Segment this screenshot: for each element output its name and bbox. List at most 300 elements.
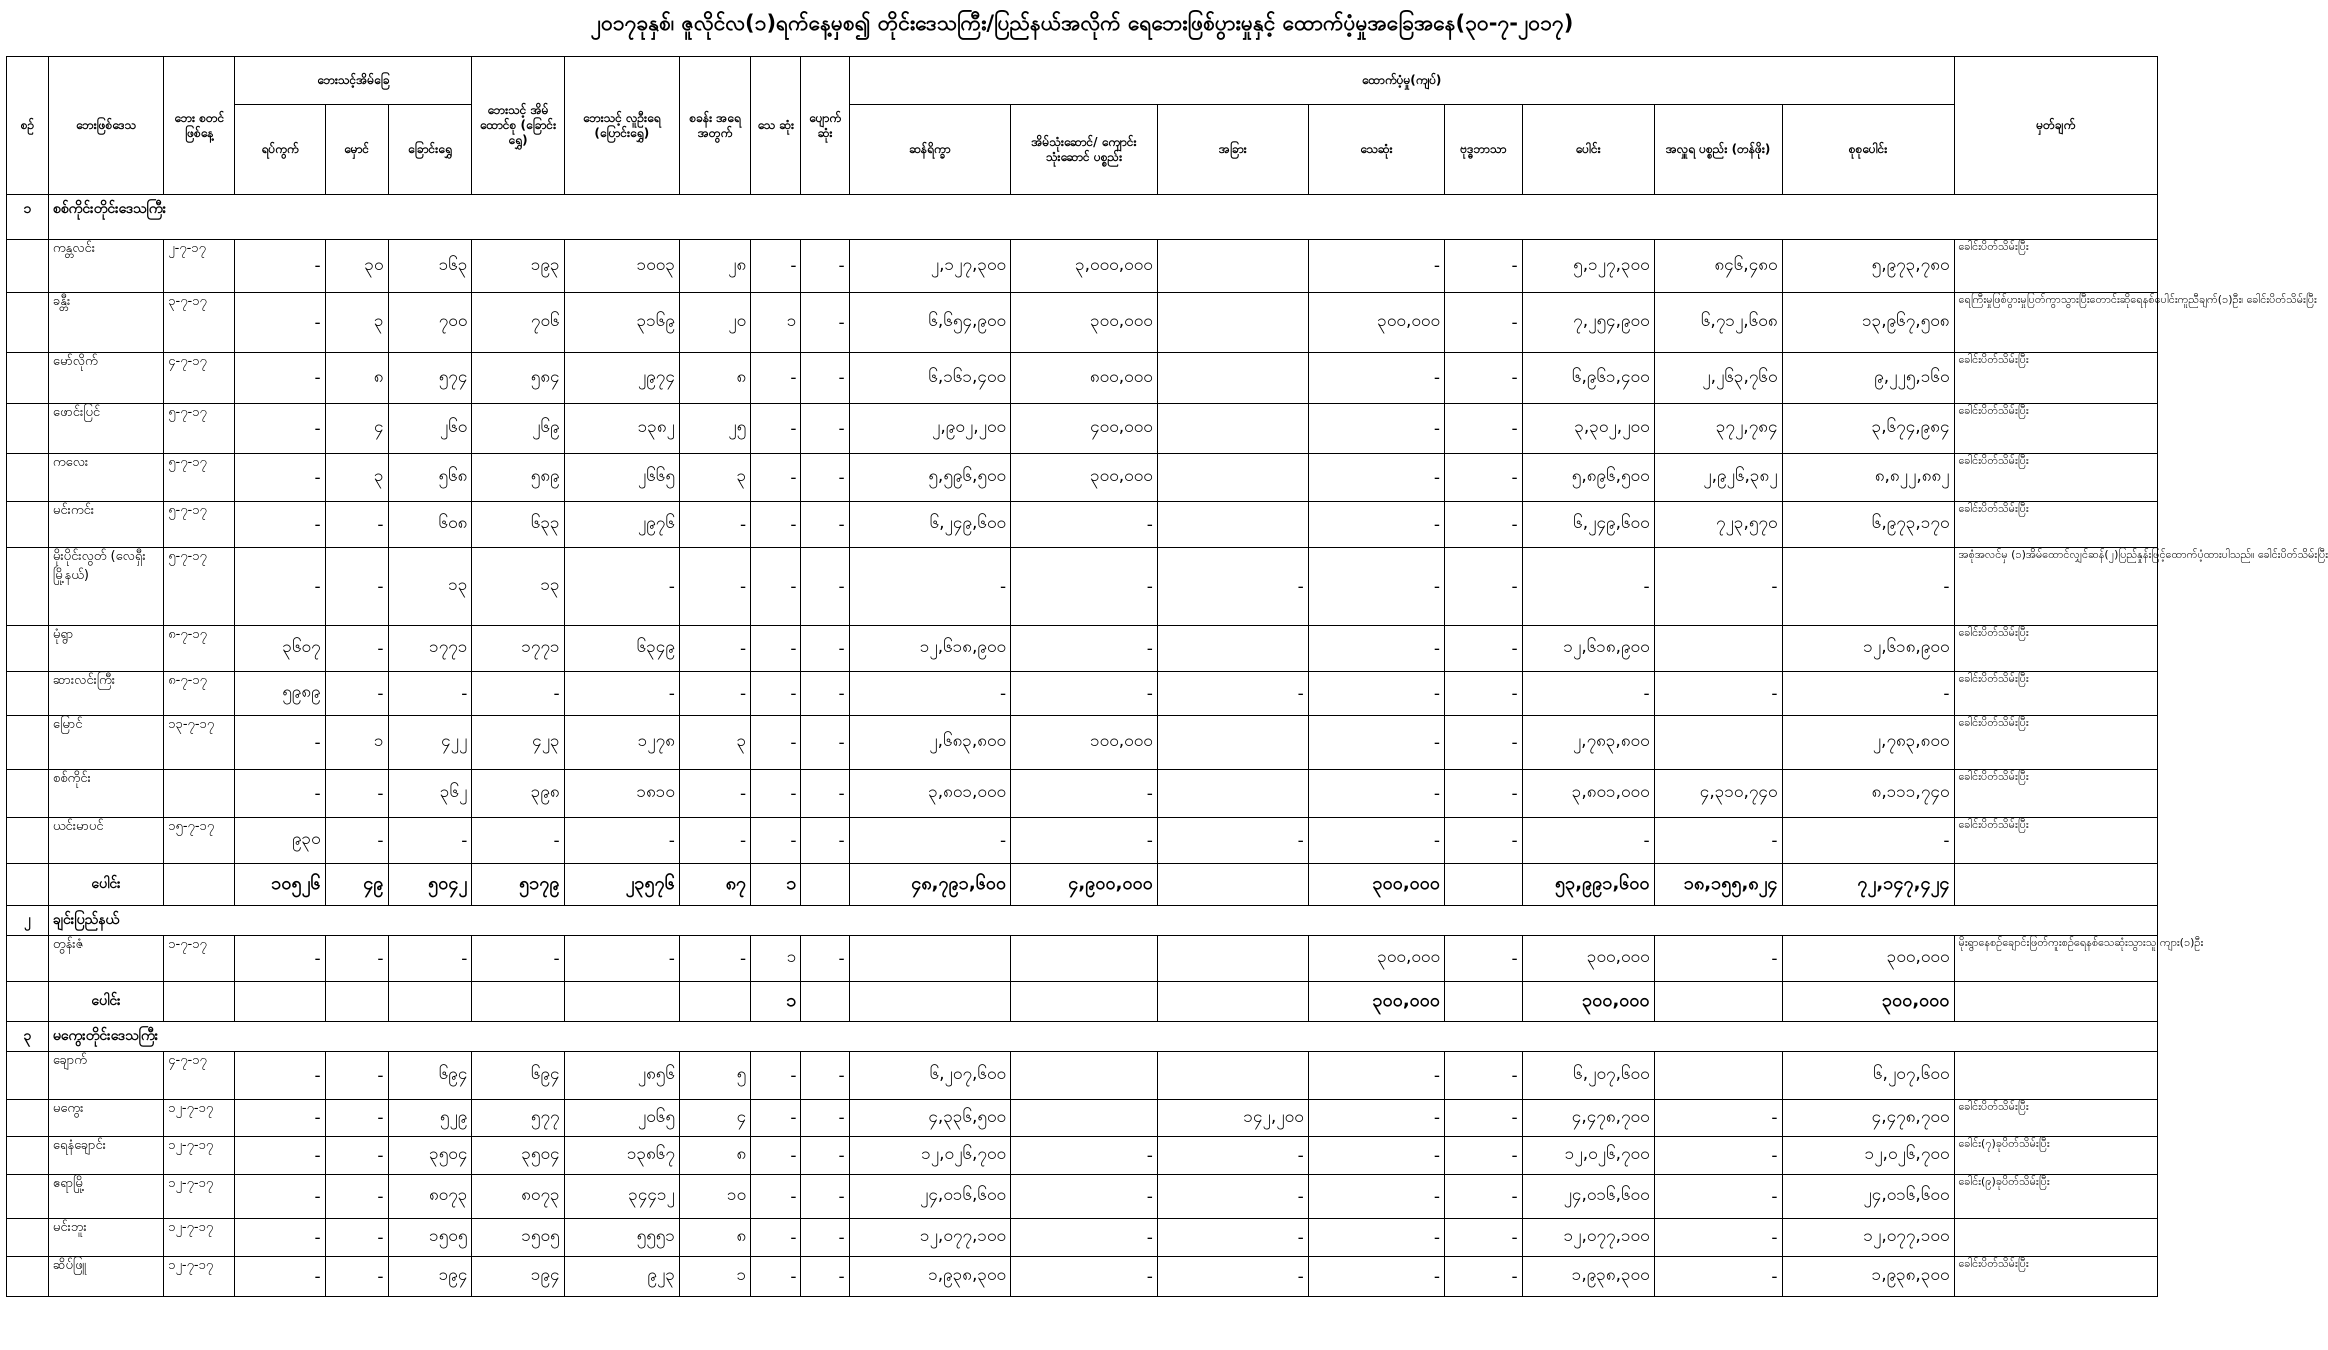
row-sr: [7, 1219, 49, 1257]
cell-others: [1157, 240, 1308, 293]
row-date: ၁၅-၇-၁၇: [164, 818, 235, 864]
cell-camps: ၂၅: [679, 404, 750, 454]
cell-total: ၄,၄၇၈,၇၀၀: [1522, 1100, 1654, 1137]
total-sr: [7, 864, 49, 906]
col-shelter-group: ဘေးသင့်အိမ်ခြေ: [235, 57, 472, 105]
cell-missing: -: [801, 454, 849, 502]
row-sr: [7, 936, 49, 982]
total-rice: [849, 982, 1010, 1022]
row-remark: ခေါင်းပိတ်သိမ်းပြီး: [1954, 1257, 2157, 1297]
row-date: ၈-၇-၁၇: [164, 626, 235, 672]
cell-kind: -: [1654, 672, 1782, 716]
cell-items: ၁၀၀,၀၀၀: [1011, 716, 1158, 770]
cell-grand: ၁၂,၀၇၇,၁၀၀: [1782, 1219, 1954, 1257]
cell-vil: ၅၉၈၉: [235, 672, 325, 716]
cell-comp: -: [1308, 353, 1444, 404]
cell-apeople: -: [564, 548, 679, 626]
cell-kind: -: [1654, 818, 1782, 864]
cell-others: -: [1157, 548, 1308, 626]
table-row: [7, 936, 2158, 982]
cell-camps: -: [679, 672, 750, 716]
cell-missing: -: [801, 1137, 849, 1175]
cell-other_aid: -: [1445, 770, 1523, 818]
cell-grand: ၂၄,၀၁၆,၆၀၀: [1782, 1175, 1954, 1219]
cell-vil: -: [235, 1219, 325, 1257]
row-region: ခန္တီး: [48, 293, 163, 353]
cell-items: [1011, 936, 1158, 982]
cell-vil: -: [235, 1100, 325, 1137]
col-support-group: ထောက်ပံ့မှု(ကျပ်): [849, 57, 1954, 105]
col-affected-households: ဘေးသင့် အိမ် ထောင်စု (ခြောင်းရွှေ): [472, 57, 564, 195]
cell-grand: ၃၀၀,၀၀၀: [1782, 936, 1954, 982]
col-affected-people: ဘေးသင့် လူဦးရေ (ပြောင်းရွှေ): [564, 57, 679, 195]
cell-hh: ၃: [325, 293, 388, 353]
cell-items: -: [1011, 1257, 1158, 1297]
total-items: ၄,၉၀၀,၀၀၀: [1011, 864, 1158, 906]
row-remark: ခေါင်းပိတ်သိမ်းပြီး: [1954, 502, 2157, 548]
cell-camps: ၃: [679, 716, 750, 770]
total-hh: ၄၉: [325, 864, 388, 906]
cell-comp: -: [1308, 404, 1444, 454]
cell-comp: -: [1308, 1052, 1444, 1100]
table-row: [7, 716, 2158, 770]
cell-ahh: ၁၇၇၁: [472, 626, 564, 672]
cell-rice: -: [849, 672, 1010, 716]
cell-sh: -: [388, 818, 472, 864]
cell-kind: -: [1654, 1257, 1782, 1297]
cell-kind: [1654, 716, 1782, 770]
col-in-kind: အလှူရ ပစ္စည်း (တန်ဖိုး): [1654, 105, 1782, 195]
cell-rice: ၁,၉၃၈,၃၀၀: [849, 1257, 1010, 1297]
cell-sh: ၁၆၃: [388, 240, 472, 293]
row-date: ၃-၇-၁၇: [164, 293, 235, 353]
cell-items: -: [1011, 770, 1158, 818]
col-household-items: အိမ်သုံးဆောင်/ ကျောင်းသုံးဆောင် ပစ္စည်း: [1011, 105, 1158, 195]
table-row: [7, 1257, 2158, 1297]
cell-dead: -: [751, 1137, 801, 1175]
cell-dead: -: [751, 502, 801, 548]
cell-vil: -: [235, 1257, 325, 1297]
cell-comp: -: [1308, 818, 1444, 864]
cell-apeople: ၂၀၆၅: [564, 1100, 679, 1137]
cell-apeople: ၁၂၇၈: [564, 716, 679, 770]
cell-ahh: -: [472, 936, 564, 982]
cell-sh: ၇၀၀: [388, 293, 472, 353]
cell-vil: -: [235, 770, 325, 818]
cell-rice: ၂,၉၀၂,၂၀၀: [849, 404, 1010, 454]
cell-rice: [849, 936, 1010, 982]
cell-hh: -: [325, 502, 388, 548]
cell-hh: ၄: [325, 404, 388, 454]
section-number: ၂: [7, 906, 49, 936]
col-other-aid: ဗုဒ္ဓဘာသာ: [1445, 105, 1523, 195]
cell-other_aid: -: [1445, 818, 1523, 864]
total-grand: ၃၀၀,၀၀၀: [1782, 982, 1954, 1022]
row-sr: [7, 672, 49, 716]
table-row: [7, 404, 2158, 454]
cell-missing: -: [801, 404, 849, 454]
total-apeople: [564, 982, 679, 1022]
cell-sh: ၂၆၀: [388, 404, 472, 454]
cell-grand: ၈,၈၂၂,၈၈၂: [1782, 454, 1954, 502]
cell-items: [1011, 1052, 1158, 1100]
cell-dead: -: [751, 1052, 801, 1100]
cell-vil: -: [235, 1052, 325, 1100]
row-remark: [1954, 1052, 2157, 1100]
row-region: မုံရွာ: [48, 626, 163, 672]
cell-comp: ၃၀၀,၀၀၀: [1308, 936, 1444, 982]
cell-apeople: ၉၂၃: [564, 1257, 679, 1297]
section-name: ချင်းပြည်နယ်: [48, 906, 2157, 936]
row-region: ကလေး: [48, 454, 163, 502]
cell-comp: -: [1308, 454, 1444, 502]
row-remark: [1954, 1219, 2157, 1257]
row-region: ကန္တလင်း: [48, 240, 163, 293]
cell-kind: ၂,၂၆၃,၇၆၀: [1654, 353, 1782, 404]
cell-grand: ၉,၂၂၅,၁၆၀: [1782, 353, 1954, 404]
row-remark: ခေါင်း(၇)ခုပိတ်သိမ်းပြီး: [1954, 1137, 2157, 1175]
cell-dead: -: [751, 626, 801, 672]
cell-grand: ၁၂,၆၁၈,၉၀၀: [1782, 626, 1954, 672]
cell-comp: -: [1308, 1257, 1444, 1297]
table-row: [7, 1137, 2158, 1175]
cell-missing: -: [801, 502, 849, 548]
cell-kind: ၆,၇၁၂,၆၀၈: [1654, 293, 1782, 353]
cell-hh: ၈: [325, 353, 388, 404]
cell-missing: -: [801, 240, 849, 293]
row-date: ၅-၇-၁၇: [164, 454, 235, 502]
total-sh: [388, 982, 472, 1022]
col-households: မှောင်: [325, 105, 388, 195]
total-total: ၅၃,၉၉၁,၆၀၀: [1522, 864, 1654, 906]
col-compensation: သေဆုံး: [1308, 105, 1444, 195]
cell-rice: ၁၂,၀၇၇,၁၀၀: [849, 1219, 1010, 1257]
row-date: ၁၂-၇-၁၇: [164, 1137, 235, 1175]
cell-hh: -: [325, 1052, 388, 1100]
cell-camps: -: [679, 770, 750, 818]
cell-dead: -: [751, 672, 801, 716]
cell-apeople: ၂၈၅၆: [564, 1052, 679, 1100]
row-sr: [7, 548, 49, 626]
cell-total: ၇,၂၅၄,၉၀၀: [1522, 293, 1654, 353]
row-region: ဆိပ်ဖြူ: [48, 1257, 163, 1297]
cell-total: ၁၂,၀၂၆,၇၀၀: [1522, 1137, 1654, 1175]
col-date: ဘေး စတင် ဖြစ်နေ့: [164, 57, 235, 195]
cell-apeople: ၁၈၁၀: [564, 770, 679, 818]
cell-others: -: [1157, 818, 1308, 864]
cell-others: [1157, 770, 1308, 818]
total-kind: [1654, 982, 1782, 1022]
cell-other_aid: -: [1445, 240, 1523, 293]
row-remark: ခေါင်းပိတ်သိမ်းပြီး: [1954, 626, 2157, 672]
cell-kind: -: [1654, 1100, 1782, 1137]
row-date: ၈-၇-၁၇: [164, 672, 235, 716]
cell-total: ၅,၁၂၇,၃၀၀: [1522, 240, 1654, 293]
cell-ahh: ၁၅၀၅: [472, 1219, 564, 1257]
cell-others: [1157, 1052, 1308, 1100]
cell-items: ၈၀၀,၀၀၀: [1011, 353, 1158, 404]
cell-total: ၆,၂၀၇,၆၀၀: [1522, 1052, 1654, 1100]
cell-other_aid: -: [1445, 404, 1523, 454]
table-row: [7, 672, 2158, 716]
row-remark: ခေါင်းပိတ်သိမ်းပြီး: [1954, 672, 2157, 716]
cell-ahh: ၁၉၃: [472, 240, 564, 293]
cell-vil: -: [235, 293, 325, 353]
col-missing: ပျောက် ဆုံး: [801, 57, 849, 195]
row-region: မိုးပိုင်းလွတ် (လေရှီးမြို့နယ်): [48, 548, 163, 626]
row-sr: [7, 1052, 49, 1100]
cell-comp: -: [1308, 770, 1444, 818]
table-row: [7, 502, 2158, 548]
row-sr: [7, 502, 49, 548]
cell-ahh: -: [472, 818, 564, 864]
cell-other_aid: -: [1445, 1175, 1523, 1219]
cell-camps: -: [679, 936, 750, 982]
cell-camps: ၁၀: [679, 1175, 750, 1219]
cell-items: [1011, 1100, 1158, 1137]
total-comp: ၃၀၀,၀၀၀: [1308, 982, 1444, 1022]
cell-other_aid: -: [1445, 626, 1523, 672]
cell-grand: ၆,၉၇၃,၁၇၀: [1782, 502, 1954, 548]
row-region: ယင်းမာပင်: [48, 818, 163, 864]
cell-others: [1157, 626, 1308, 672]
cell-hh: -: [325, 1100, 388, 1137]
cell-rice: ၃,၈၀၁,၀၀၀: [849, 770, 1010, 818]
cell-kind: ၂,၉၂၆,၃၈၂: [1654, 454, 1782, 502]
cell-dead: ၁: [751, 293, 801, 353]
total-row: [7, 864, 2158, 906]
cell-camps: ၈: [679, 353, 750, 404]
cell-hh: ၃: [325, 454, 388, 502]
row-date: ၂-၇-၁၇: [164, 240, 235, 293]
total-total: ၃၀၀,၀၀၀: [1522, 982, 1654, 1022]
cell-hh: -: [325, 548, 388, 626]
cell-rice: ၂၄,၀၁၆,၆၀၀: [849, 1175, 1010, 1219]
cell-others: -: [1157, 1137, 1308, 1175]
cell-ahh: ၅၈၄: [472, 353, 564, 404]
col-rice: ဆန်ရိက္ခာ: [849, 105, 1010, 195]
cell-others: [1157, 353, 1308, 404]
cell-items: ၃၀၀,၀၀၀: [1011, 293, 1158, 353]
cell-items: -: [1011, 1219, 1158, 1257]
total-dead: ၁: [751, 982, 801, 1022]
row-region: မြောင်: [48, 716, 163, 770]
cell-total: ၁၂,၆၁၈,၉၀၀: [1522, 626, 1654, 672]
cell-hh: -: [325, 626, 388, 672]
cell-sh: ၁၉၄: [388, 1257, 472, 1297]
cell-other_aid: -: [1445, 672, 1523, 716]
cell-vil: -: [235, 716, 325, 770]
cell-sh: ၅၇၄: [388, 353, 472, 404]
table-row: [7, 1100, 2158, 1137]
cell-vil: -: [235, 548, 325, 626]
row-date: ၁၂-၇-၁၇: [164, 1219, 235, 1257]
cell-items: -: [1011, 626, 1158, 672]
row-region: မော်လိုက်: [48, 353, 163, 404]
row-sr: [7, 626, 49, 672]
cell-grand: -: [1782, 548, 1954, 626]
row-region: ရေနံချောင်း: [48, 1137, 163, 1175]
row-date: ၄-၇-၁၇: [164, 1052, 235, 1100]
cell-vil: -: [235, 404, 325, 454]
cell-missing: -: [801, 1100, 849, 1137]
row-sr: [7, 454, 49, 502]
cell-rice: ၆,၂၀၇,၆၀၀: [849, 1052, 1010, 1100]
total-others: [1157, 982, 1308, 1022]
cell-other_aid: -: [1445, 293, 1523, 353]
cell-vil: ၃၆၀၇: [235, 626, 325, 672]
table-row: [7, 353, 2158, 404]
cell-kind: ၈၄၆,၄၈၀: [1654, 240, 1782, 293]
row-region: မင်းဘူး: [48, 1219, 163, 1257]
cell-missing: -: [801, 936, 849, 982]
cell-kind: [1654, 1052, 1782, 1100]
cell-grand: -: [1782, 818, 1954, 864]
cell-missing: -: [801, 626, 849, 672]
cell-items: -: [1011, 1137, 1158, 1175]
cell-vil: -: [235, 502, 325, 548]
total-camps: [679, 982, 750, 1022]
row-remark: ခေါင်းပိတ်သိမ်းပြီး: [1954, 818, 2157, 864]
cell-rice: ၂,၁၂၇,၃၀၀: [849, 240, 1010, 293]
total-date: [164, 864, 235, 906]
cell-other_aid: -: [1445, 1052, 1523, 1100]
cell-dead: -: [751, 454, 801, 502]
table-row: [7, 1175, 2158, 1219]
cell-apeople: ၁၀၀၃: [564, 240, 679, 293]
cell-dead: -: [751, 404, 801, 454]
cell-comp: -: [1308, 1219, 1444, 1257]
total-label: ပေါင်း: [48, 982, 163, 1022]
cell-hh: ၃၀: [325, 240, 388, 293]
cell-rice: ၂,၆၈၃,၈၀၀: [849, 716, 1010, 770]
cell-others: -: [1157, 1219, 1308, 1257]
cell-sh: ၃၅၀၄: [388, 1137, 472, 1175]
cell-missing: -: [801, 770, 849, 818]
cell-vil: -: [235, 240, 325, 293]
total-items: [1011, 982, 1158, 1022]
cell-comp: -: [1308, 1137, 1444, 1175]
cell-sh: ၁၃: [388, 548, 472, 626]
cell-kind: -: [1654, 548, 1782, 626]
cell-sh: ၅၆၈: [388, 454, 472, 502]
total-missing: [801, 864, 849, 906]
cell-dead: -: [751, 548, 801, 626]
cell-total: ၁၂,၀၇၇,၁၀၀: [1522, 1219, 1654, 1257]
cell-vil: -: [235, 353, 325, 404]
row-remark: အစုံအလင်မှ (၁)အိမ်ထောင်လျှင်ဆန်(၂)ပြည်နှုန်းဖြင့်ထောက်ပံ့ထားပါသည်။ ခေါင်းပိတ်သိမ်းပြီး: [1954, 548, 2157, 626]
cell-rice: ၁၂,၆၁၈,၉၀၀: [849, 626, 1010, 672]
cell-grand: ၁,၉၃၈,၃၀၀: [1782, 1257, 1954, 1297]
cell-dead: ၁: [751, 936, 801, 982]
cell-missing: -: [801, 548, 849, 626]
cell-ahh: ၆၉၄: [472, 1052, 564, 1100]
row-date: ၁၂-၇-၁၇: [164, 1175, 235, 1219]
cell-missing: -: [801, 1257, 849, 1297]
cell-ahh: ၃၉၈: [472, 770, 564, 818]
cell-camps: -: [679, 626, 750, 672]
cell-ahh: ၁၃: [472, 548, 564, 626]
row-remark: ခေါင်းပိတ်သိမ်းပြီး: [1954, 240, 2157, 293]
col-remarks: မှတ်ချက်: [1954, 57, 2157, 195]
cell-camps: ၂၀: [679, 293, 750, 353]
row-remark: ခေါင်း(၉)ခုပိတ်သိမ်းပြီး: [1954, 1175, 2157, 1219]
cell-items: -: [1011, 818, 1158, 864]
col-grand-total: စုစုပေါင်း: [1782, 105, 1954, 195]
cell-sh: ၈၀၇၃: [388, 1175, 472, 1219]
cell-others: ၁၄၂,၂၀၀: [1157, 1100, 1308, 1137]
row-remark: မိုးရွာနေစဉ်ချောင်းဖြတ်ကူးစဉ်ရေနစ်သေဆုံးသွားသူ ကျား(၁)ဦး: [1954, 936, 2157, 982]
cell-hh: -: [325, 1175, 388, 1219]
row-region: ဖောင်းပြင်: [48, 404, 163, 454]
total-vil: [235, 982, 325, 1022]
cell-other_aid: -: [1445, 548, 1523, 626]
table-row: [7, 548, 2158, 626]
table-row: [7, 240, 2158, 293]
col-total: ပေါင်း: [1522, 105, 1654, 195]
cell-camps: -: [679, 502, 750, 548]
cell-comp: -: [1308, 502, 1444, 548]
cell-hh: -: [325, 818, 388, 864]
row-sr: [7, 240, 49, 293]
total-remark: [1954, 864, 2157, 906]
cell-missing: -: [801, 1052, 849, 1100]
table-body: [7, 195, 2328, 1297]
cell-others: [1157, 716, 1308, 770]
row-date: ၁၂-၇-၁၇: [164, 1100, 235, 1137]
cell-others: -: [1157, 1257, 1308, 1297]
cell-missing: -: [801, 1219, 849, 1257]
cell-dead: -: [751, 1219, 801, 1257]
cell-hh: -: [325, 1137, 388, 1175]
cell-sh: ၅၂၉: [388, 1100, 472, 1137]
cell-other_aid: -: [1445, 1257, 1523, 1297]
cell-items: -: [1011, 672, 1158, 716]
row-date: ၁၃-၇-၁၇: [164, 716, 235, 770]
cell-hh: -: [325, 770, 388, 818]
total-row: [7, 982, 2158, 1022]
row-region: တွန်းဇံ: [48, 936, 163, 982]
cell-others: -: [1157, 1175, 1308, 1219]
col-camps: စခန်း အရေ အတွက်: [679, 57, 750, 195]
row-remark: ခေါင်းပိတ်သိမ်းပြီး: [1954, 404, 2157, 454]
cell-ahh: -: [472, 672, 564, 716]
cell-apeople: ၁၃၈၂: [564, 404, 679, 454]
cell-total: -: [1522, 672, 1654, 716]
cell-ahh: ၆၃၃: [472, 502, 564, 548]
total-apeople: ၂၃၅၇၆: [564, 864, 679, 906]
cell-others: [1157, 936, 1308, 982]
row-sr: [7, 293, 49, 353]
row-date: ၁-၇-၁၇: [164, 936, 235, 982]
cell-apeople: -: [564, 936, 679, 982]
cell-grand: -: [1782, 672, 1954, 716]
cell-others: [1157, 502, 1308, 548]
row-region: ဧရာမြို့: [48, 1175, 163, 1219]
cell-apeople: ၂၆၆၅: [564, 454, 679, 502]
cell-total: ၂၄,၀၁၆,၆၀၀: [1522, 1175, 1654, 1219]
total-other_aid: [1445, 982, 1523, 1022]
cell-apeople: ၃၄၄၁၂: [564, 1175, 679, 1219]
cell-rice: ၆,၆၅၄,၉၀၀: [849, 293, 1010, 353]
cell-hh: -: [325, 1219, 388, 1257]
table-row: [7, 770, 2158, 818]
cell-total: ၃၀၀,၀၀၀: [1522, 936, 1654, 982]
cell-total: -: [1522, 818, 1654, 864]
cell-grand: ၅,၉၇၃,၇၈၀: [1782, 240, 1954, 293]
cell-dead: -: [751, 1100, 801, 1137]
cell-hh: -: [325, 1257, 388, 1297]
